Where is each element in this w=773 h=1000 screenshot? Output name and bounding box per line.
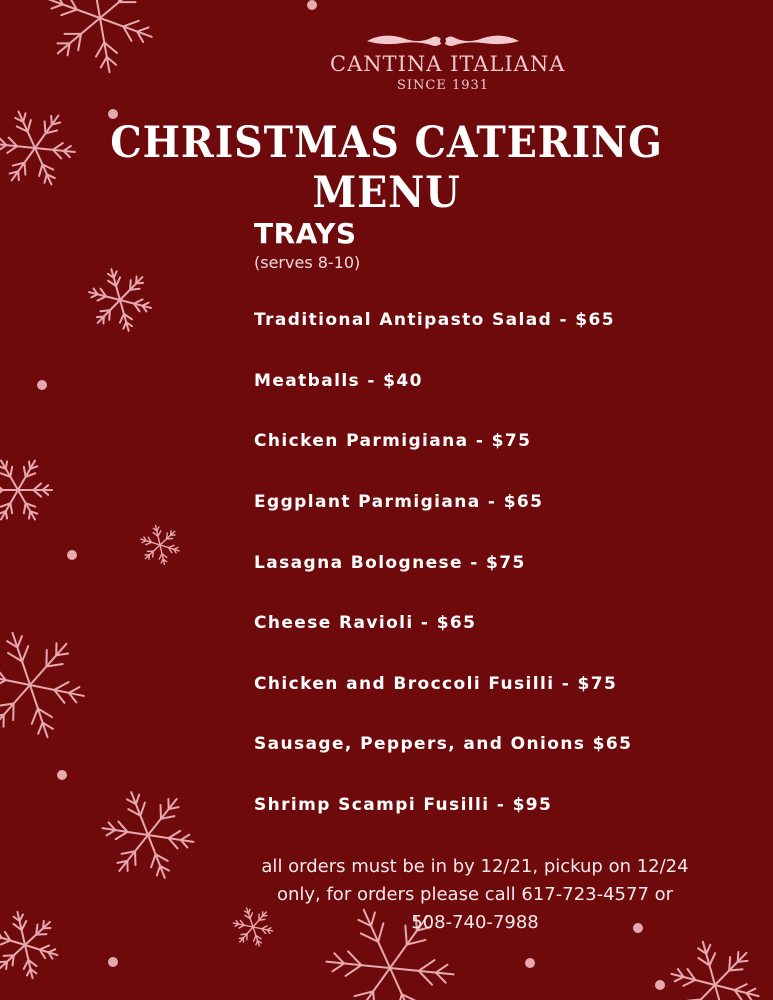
snowflake-icon [48, 0, 151, 72]
order-instructions-line: all orders must be in by 12/21, pickup on 12/24 [261, 856, 689, 877]
menu-item: Traditional Antipasto Salad - $65 [254, 310, 615, 330]
menu-item: Chicken and Broccoli Fusilli - $75 [254, 674, 618, 694]
menu-item: Shrimp Scampi Fusilli - $95 [254, 795, 553, 815]
restaurant-name: CANTINA ITALIANA [330, 52, 566, 76]
restaurant-logo [330, 32, 566, 93]
trays-section [254, 217, 734, 273]
order-instructions-line: 508-740-7988 [411, 912, 539, 933]
snow-dot [525, 958, 535, 968]
snowflake-icon [0, 633, 84, 737]
snowflake-icon [103, 792, 194, 878]
restaurant-since: SINCE 1931 [396, 78, 490, 93]
snow-dot [57, 770, 67, 780]
menu-item: Lasagna Bolognese - $75 [254, 553, 526, 573]
snowflake-icon [0, 461, 52, 520]
order-instructions [250, 853, 700, 937]
order-instructions-line: only, for orders please call 617-723-4577 or [276, 884, 674, 905]
snow-dot [108, 957, 118, 967]
snow-dot [307, 0, 317, 10]
snow-dot [67, 550, 77, 560]
menu-item: Sausage, Peppers, and Onions $65 [254, 734, 633, 754]
section-subtitle: (serves 8-10) [254, 253, 361, 272]
snowflake-icon [671, 942, 758, 1000]
ornament-flourish-icon [363, 32, 523, 50]
snowflake-icon [0, 912, 57, 978]
menu-item: Meatballs - $40 [254, 371, 423, 391]
page-title: CHRISTMAS CATERING MENU [110, 118, 663, 218]
snowflake-icon [141, 525, 179, 564]
menu-item: Eggplant Parmigiana - $65 [254, 492, 544, 512]
menu-item: Cheese Ravioli - $65 [254, 613, 477, 633]
section-title: TRAYS [254, 217, 357, 250]
snow-dot [37, 380, 47, 390]
menu-item: Chicken Parmigiana - $75 [254, 431, 532, 451]
snow-dot [655, 980, 665, 990]
snowflake-icon [89, 269, 151, 331]
